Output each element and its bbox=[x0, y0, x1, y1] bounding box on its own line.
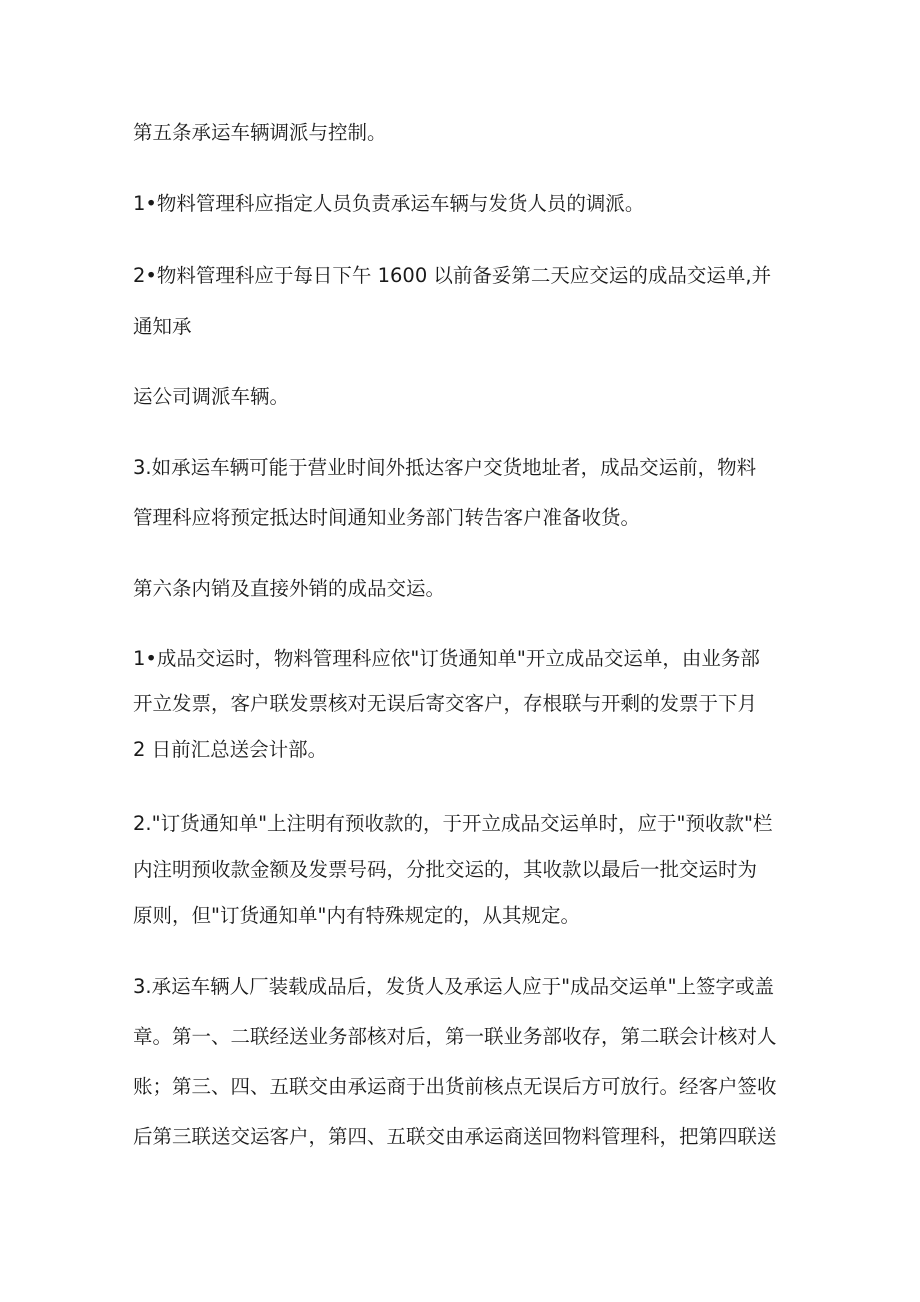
paragraph-line: 通知承 bbox=[133, 315, 192, 338]
paragraph-line: 2•物料管理科应于每日下午 1600 以前备妥第二天应交运的成品交运单,并 bbox=[133, 264, 772, 287]
paragraph-line: 账；第三、四、五联交由承运商于出货前核点无误后方可放行。经客户签收 bbox=[133, 1075, 777, 1098]
paragraph-line: 后第三联送交运客户，第四、五联交由承运商送回物料管理科，把第四联送 bbox=[133, 1125, 777, 1148]
paragraph-line: 运公司调派车辆。 bbox=[133, 385, 290, 408]
paragraph-line: 1•物料管理科应指定人员负责承运车辆与发货人员的调派。 bbox=[133, 192, 645, 215]
article-6-heading: 第六条内销及直接外销的成品交运。 bbox=[133, 577, 446, 600]
paragraph-line: 2."订货通知单"上注明有预收款的，于开立成品交运单时，应于"预收款"栏 bbox=[133, 812, 773, 835]
paragraph-line: 开立发票，客户联发票核对无误后寄交客户，存根联与开剩的发票于下月 bbox=[133, 692, 758, 715]
paragraph-line: 3.承运车辆人厂装载成品后，发货人及承运人应于"成品交运单"上签字或盖 bbox=[133, 975, 775, 998]
paragraph-line: 2 日前汇总送会计部。 bbox=[133, 738, 328, 761]
paragraph-line: 原则，但"订货通知单"内有特殊规定的，从其规定。 bbox=[133, 904, 580, 927]
paragraph-line: 1•成品交运时，物料管理科应依"订货通知单"开立成品交运单，由业务部 bbox=[133, 647, 760, 670]
paragraph-line: 管理科应将预定抵达时间通知业务部门转告客户准备收货。 bbox=[133, 506, 641, 529]
paragraph-line: 章。第一、二联经送业务部核对后，第一联业务部收存，第二联会计核对人 bbox=[133, 1025, 777, 1048]
paragraph-line: 内注明预收款金额及发票号码，分批交运的，其收款以最后一批交运时为 bbox=[133, 858, 758, 881]
paragraph-line: 3.如承运车辆可能于营业时间外抵达客户交货地址者，成品交运前，物料 bbox=[133, 456, 757, 479]
article-5-heading: 第五条承运车辆调派与控制。 bbox=[133, 121, 387, 144]
